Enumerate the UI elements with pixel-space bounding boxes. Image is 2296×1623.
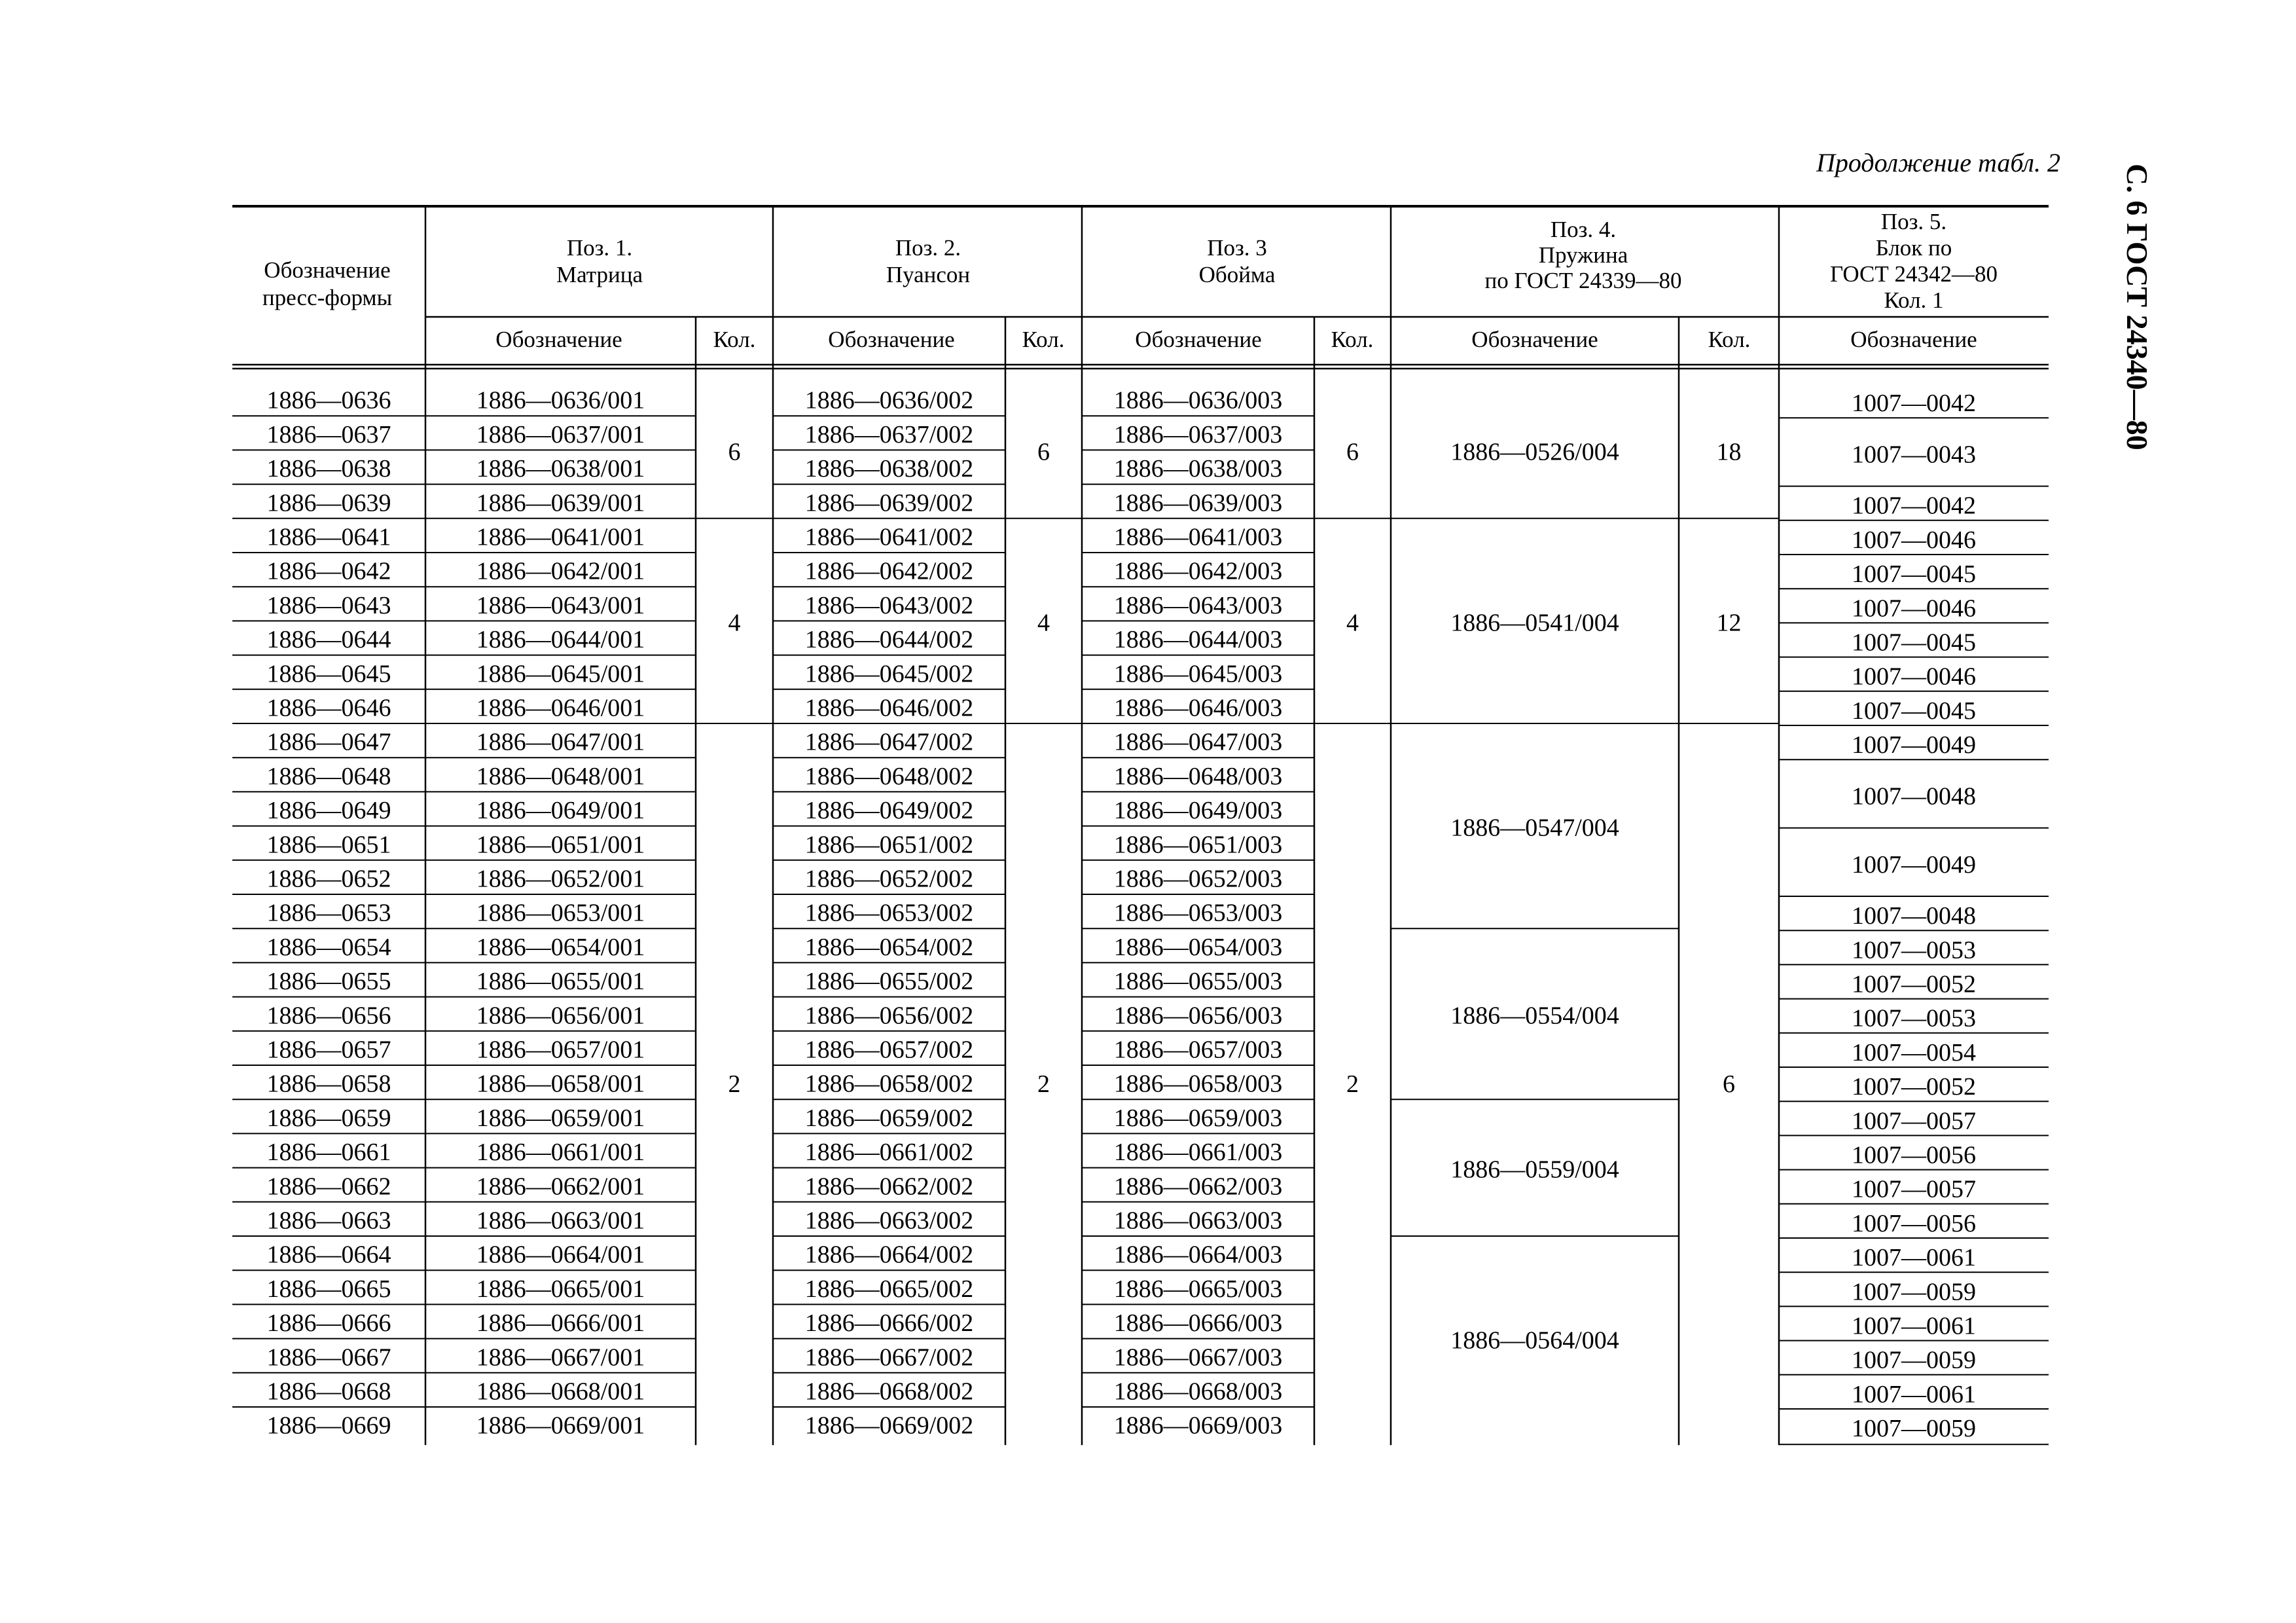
- pos5-designation-cell: 1007—0046: [1852, 594, 1976, 623]
- pos2-designation-cell: 1886—0656/002: [804, 1002, 974, 1030]
- pos4-qty-cell: 18: [1716, 438, 1742, 466]
- pos3-qty-cell: 2: [1346, 1070, 1359, 1099]
- mold-designation-cell: 1886—0656: [266, 1002, 391, 1030]
- pos2-designation-cell: 1886—0669/002: [804, 1412, 974, 1440]
- pos3-designation-cell: 1886—0636/003: [1113, 386, 1283, 414]
- subheader-pos5-designation: Обозначение: [1850, 327, 1977, 352]
- pos1-designation-cell: 1886—0662/001: [476, 1173, 645, 1201]
- pos1-designation-cell: 1886—0666/001: [476, 1309, 645, 1338]
- pos5-designation-cell: 1007—0059: [1852, 1415, 1976, 1443]
- mold-designation-cell: 1886—0636: [266, 386, 391, 414]
- pos1-designation-cell: 1886—0641/001: [476, 523, 645, 551]
- pos3-designation-cell: 1886—0658/003: [1113, 1070, 1283, 1098]
- pos1-designation-cell: 1886—0636/001: [476, 386, 645, 414]
- pos3-designation-cell: 1886—0649/003: [1113, 797, 1283, 825]
- pos2-designation-cell: 1886—0642/002: [804, 557, 974, 585]
- mold-designation-cell: 1886—0651: [266, 831, 391, 859]
- header-pos1-name: Матрица: [556, 262, 643, 287]
- pos2-designation-cell: 1886—0647/002: [804, 728, 974, 756]
- pos3-designation-cell: 1886—0651/003: [1113, 831, 1283, 859]
- pos1-designation-cell: 1886—0661/001: [476, 1139, 645, 1167]
- pos1-designation-cell: 1886—0637/001: [476, 420, 645, 448]
- pos2-designation-cell: 1886—0667/002: [804, 1343, 974, 1372]
- mold-designation-cell: 1886—0642: [266, 557, 391, 585]
- pos3-designation-cell: 1886—0655/003: [1113, 968, 1283, 996]
- pos5-designation-cell: 1007—0056: [1852, 1141, 1976, 1169]
- pos4-designation-cell: 1886—0554/004: [1450, 1002, 1619, 1030]
- pos2-designation-cell: 1886—0645/002: [804, 660, 974, 688]
- pos3-qty-cell: 4: [1346, 609, 1359, 637]
- header-pos5-qty: Кол. 1: [1884, 287, 1944, 313]
- mold-designation-cell: 1886—0667: [266, 1343, 391, 1372]
- pos4-designation-cell: 1886—0564/004: [1450, 1326, 1619, 1355]
- pos2-designation-cell: 1886—0659/002: [804, 1104, 974, 1132]
- pos2-designation-cell: 1886—0663/002: [804, 1207, 974, 1235]
- mold-designation-cell: 1886—0639: [266, 489, 391, 517]
- pos3-designation-cell: 1886—0645/003: [1113, 660, 1283, 688]
- mold-designation-cell: 1886—0641: [266, 523, 391, 551]
- pos3-designation-cell: 1886—0663/003: [1113, 1207, 1283, 1235]
- mold-designation-cell: 1886—0663: [266, 1207, 391, 1235]
- pos2-designation-cell: 1886—0639/002: [804, 489, 974, 517]
- pos3-designation-cell: 1886—0666/003: [1113, 1309, 1283, 1338]
- mold-designation-cell: 1886—0643: [266, 591, 391, 619]
- pos1-designation-cell: 1886—0667/001: [476, 1343, 645, 1372]
- mold-designation-cell: 1886—0658: [266, 1070, 391, 1098]
- pos3-qty-cell: 6: [1346, 438, 1359, 466]
- pos2-designation-cell: 1886—0657/002: [804, 1036, 974, 1064]
- pos2-designation-cell: 1886—0664/002: [804, 1241, 974, 1269]
- pos5-designation-cell: 1007—0042: [1852, 390, 1976, 418]
- pos2-designation-cell: 1886—0637/002: [804, 420, 974, 448]
- pos2-qty-cell: 2: [1037, 1070, 1050, 1099]
- header-pos2-title: Поз. 2.: [895, 235, 961, 261]
- pos5-designation-cell: 1007—0061: [1852, 1312, 1976, 1340]
- pos4-designation-cell: 1886—0559/004: [1450, 1156, 1619, 1184]
- mold-designation-cell: 1886—0664: [266, 1241, 391, 1269]
- pos4-qty-cell: 6: [1723, 1070, 1735, 1099]
- pos2-designation-cell: 1886—0654/002: [804, 933, 974, 961]
- pos1-designation-cell: 1886—0663/001: [476, 1207, 645, 1235]
- mold-designation-cell: 1886—0661: [266, 1139, 391, 1167]
- pos1-qty-cell: 2: [728, 1070, 741, 1099]
- pos3-designation-cell: 1886—0669/003: [1113, 1412, 1283, 1440]
- mold-designation-cell: 1886—0654: [266, 933, 391, 961]
- pos1-designation-cell: 1886—0643/001: [476, 591, 645, 619]
- pos1-qty-cell: 4: [728, 609, 741, 637]
- pos1-designation-cell: 1886—0649/001: [476, 797, 645, 825]
- pos2-designation-cell: 1886—0668/002: [804, 1377, 974, 1406]
- pos3-designation-cell: 1886—0643/003: [1113, 591, 1283, 619]
- subheader-pos1-designation: Обозначение: [495, 327, 622, 352]
- pos1-designation-cell: 1886—0654/001: [476, 933, 645, 961]
- pos3-designation-cell: 1886—0661/003: [1113, 1139, 1283, 1167]
- pos2-designation-cell: 1886—0644/002: [804, 626, 974, 654]
- mold-designation-cell: 1886—0646: [266, 694, 391, 722]
- header-pos2-name: Пуансон: [886, 262, 971, 287]
- mold-designation-cell: 1886—0666: [266, 1309, 391, 1338]
- pos3-designation-cell: 1886—0639/003: [1113, 489, 1283, 517]
- header-pos3-name: Обойма: [1198, 262, 1276, 287]
- pos4-designation-cell: 1886—0547/004: [1450, 814, 1619, 842]
- pos1-designation-cell: 1886—0651/001: [476, 831, 645, 859]
- pos5-designation-cell: 1007—0059: [1852, 1278, 1976, 1306]
- pos2-designation-cell: 1886—0665/002: [804, 1275, 974, 1303]
- pos5-designation-cell: 1007—0057: [1852, 1175, 1976, 1203]
- table-header: [262, 209, 1998, 352]
- page-side-header: С. 6 ГОСТ 24340—80: [2121, 164, 2154, 450]
- pos2-designation-cell: 1886—0638/002: [804, 455, 974, 483]
- pos1-designation-cell: 1886—0645/001: [476, 660, 645, 688]
- mold-designation-cell: 1886—0649: [266, 797, 391, 825]
- pos2-designation-cell: 1886—0636/002: [804, 386, 974, 414]
- pos2-qty-cell: 4: [1037, 609, 1050, 637]
- pos1-designation-cell: 1886—0657/001: [476, 1036, 645, 1064]
- pos2-designation-cell: 1886—0653/002: [804, 899, 974, 927]
- pos2-designation-cell: 1886—0643/002: [804, 591, 974, 619]
- pos3-designation-cell: 1886—0656/003: [1113, 1002, 1283, 1030]
- pos5-designation-cell: 1007—0048: [1852, 902, 1976, 930]
- pos5-designation-cell: 1007—0046: [1852, 663, 1976, 691]
- pos3-designation-cell: 1886—0642/003: [1113, 557, 1283, 585]
- pos3-designation-cell: 1886—0657/003: [1113, 1036, 1283, 1064]
- table-body: [267, 387, 1977, 1442]
- pos2-designation-cell: 1886—0658/002: [804, 1070, 974, 1098]
- pos1-designation-cell: 1886—0669/001: [476, 1412, 645, 1440]
- pos2-designation-cell: 1886—0652/002: [804, 865, 974, 893]
- pos3-designation-cell: 1886—0667/003: [1113, 1343, 1283, 1372]
- pos5-designation-cell: 1007—0056: [1852, 1209, 1976, 1237]
- mold-designation-cell: 1886—0638: [266, 455, 391, 483]
- header-pos5-title: Поз. 5.: [1880, 209, 1947, 234]
- pos5-designation-cell: 1007—0053: [1852, 936, 1976, 964]
- subheader-pos2-designation: Обозначение: [828, 327, 955, 352]
- pos5-designation-cell: 1007—0045: [1852, 697, 1976, 725]
- pos2-designation-cell: 1886—0651/002: [804, 831, 974, 859]
- pos3-designation-cell: 1886—0659/003: [1113, 1104, 1283, 1132]
- pos3-designation-cell: 1886—0641/003: [1113, 523, 1283, 551]
- pos3-designation-cell: 1886—0652/003: [1113, 865, 1283, 893]
- pos1-designation-cell: 1886—0659/001: [476, 1104, 645, 1132]
- pos1-designation-cell: 1886—0656/001: [476, 1002, 645, 1030]
- pos1-qty-cell: 6: [728, 438, 741, 466]
- pos3-designation-cell: 1886—0664/003: [1113, 1241, 1283, 1269]
- subheader-pos1-qty: Кол.: [713, 327, 756, 352]
- pos3-designation-cell: 1886—0637/003: [1113, 420, 1283, 448]
- mold-designation-cell: 1886—0645: [266, 660, 391, 688]
- pos3-designation-cell: 1886—0648/003: [1113, 762, 1283, 790]
- pos1-designation-cell: 1886—0658/001: [476, 1070, 645, 1098]
- pos2-designation-cell: 1886—0646/002: [804, 694, 974, 722]
- header-mold-line1: Обозначение: [264, 257, 391, 283]
- pos5-designation-cell: 1007—0048: [1852, 782, 1976, 811]
- mold-designation-cell: 1886—0647: [266, 728, 391, 756]
- pos2-designation-cell: 1886—0641/002: [804, 523, 974, 551]
- pos1-designation-cell: 1886—0647/001: [476, 728, 645, 756]
- pos5-designation-cell: 1007—0061: [1852, 1244, 1976, 1272]
- mold-designation-cell: 1886—0668: [266, 1377, 391, 1406]
- pos1-designation-cell: 1886—0638/001: [476, 455, 645, 483]
- pos2-designation-cell: 1886—0661/002: [804, 1139, 974, 1167]
- pos5-designation-cell: 1007—0057: [1852, 1107, 1976, 1135]
- subheader-pos3-designation: Обозначение: [1135, 327, 1262, 352]
- pos2-designation-cell: 1886—0662/002: [804, 1173, 974, 1201]
- pos3-designation-cell: 1886—0653/003: [1113, 899, 1283, 927]
- pos5-designation-cell: 1007—0053: [1852, 1004, 1976, 1032]
- header-pos4-title: Поз. 4.: [1550, 217, 1617, 242]
- mold-designation-cell: 1886—0669: [266, 1412, 391, 1440]
- pos1-designation-cell: 1886—0648/001: [476, 762, 645, 790]
- pos1-designation-cell: 1886—0665/001: [476, 1275, 645, 1303]
- pos5-designation-cell: 1007—0042: [1852, 492, 1976, 520]
- mold-designation-cell: 1886—0653: [266, 899, 391, 927]
- pos3-designation-cell: 1886—0647/003: [1113, 728, 1283, 756]
- subheader-pos4-designation: Обозначение: [1471, 327, 1598, 352]
- pos1-designation-cell: 1886—0655/001: [476, 968, 645, 996]
- pos5-designation-cell: 1007—0043: [1852, 441, 1976, 469]
- subheader-pos3-qty: Кол.: [1331, 327, 1374, 352]
- pos1-designation-cell: 1886—0652/001: [476, 865, 645, 893]
- pos3-designation-cell: 1886—0638/003: [1113, 455, 1283, 483]
- mold-designation-cell: 1886—0648: [266, 762, 391, 790]
- pos5-designation-cell: 1007—0061: [1852, 1380, 1976, 1408]
- pos1-designation-cell: 1886—0646/001: [476, 694, 645, 722]
- pos2-designation-cell: 1886—0649/002: [804, 797, 974, 825]
- pos5-designation-cell: 1007—0045: [1852, 629, 1976, 657]
- pos4-qty-cell: 12: [1716, 609, 1742, 637]
- continuation-label: Продолжение табл. 2: [1816, 148, 2060, 177]
- pos3-designation-cell: 1886—0662/003: [1113, 1173, 1283, 1201]
- pos4-designation-cell: 1886—0526/004: [1450, 438, 1619, 466]
- header-pos4-std: по ГОСТ 24339—80: [1484, 268, 1682, 293]
- pos5-designation-cell: 1007—0049: [1852, 850, 1976, 879]
- pos1-designation-cell: 1886—0653/001: [476, 899, 645, 927]
- pos5-designation-cell: 1007—0059: [1852, 1346, 1976, 1374]
- pos2-qty-cell: 6: [1037, 438, 1050, 466]
- pos1-designation-cell: 1886—0642/001: [476, 557, 645, 585]
- header-pos1-title: Поз. 1.: [566, 235, 633, 261]
- pos1-designation-cell: 1886—0644/001: [476, 626, 645, 654]
- pos3-designation-cell: 1886—0646/003: [1113, 694, 1283, 722]
- mold-designation-cell: 1886—0659: [266, 1104, 391, 1132]
- header-pos5-name: Блок по: [1875, 235, 1952, 261]
- pos5-designation-cell: 1007—0049: [1852, 731, 1976, 759]
- mold-designation-cell: 1886—0655: [266, 968, 391, 996]
- pos5-designation-cell: 1007—0052: [1852, 970, 1976, 998]
- mold-designation-cell: 1886—0644: [266, 626, 391, 654]
- mold-designation-cell: 1886—0657: [266, 1036, 391, 1064]
- pos2-designation-cell: 1886—0655/002: [804, 968, 974, 996]
- subheader-pos2-qty: Кол.: [1022, 327, 1065, 352]
- pos1-designation-cell: 1886—0664/001: [476, 1241, 645, 1269]
- pos4-designation-cell: 1886—0541/004: [1450, 609, 1619, 637]
- pos3-designation-cell: 1886—0654/003: [1113, 933, 1283, 961]
- pos1-designation-cell: 1886—0639/001: [476, 489, 645, 517]
- pos3-designation-cell: 1886—0665/003: [1113, 1275, 1283, 1303]
- header-mold-line2: пресс-формы: [262, 285, 393, 310]
- subheader-pos4-qty: Кол.: [1708, 327, 1751, 352]
- pos2-designation-cell: 1886—0648/002: [804, 762, 974, 790]
- pos5-designation-cell: 1007—0045: [1852, 560, 1976, 589]
- header-pos5-std: ГОСТ 24342—80: [1829, 261, 1998, 287]
- mold-designation-cell: 1886—0665: [266, 1275, 391, 1303]
- mold-designation-cell: 1886—0637: [266, 420, 391, 448]
- header-pos3-title: Поз. 3: [1207, 235, 1267, 261]
- pos5-designation-cell: 1007—0052: [1852, 1073, 1976, 1101]
- pos2-designation-cell: 1886—0666/002: [804, 1309, 974, 1338]
- mold-designation-cell: 1886—0652: [266, 865, 391, 893]
- pos3-designation-cell: 1886—0644/003: [1113, 626, 1283, 654]
- mold-designation-cell: 1886—0662: [266, 1173, 391, 1201]
- pos3-designation-cell: 1886—0668/003: [1113, 1377, 1283, 1406]
- pos1-designation-cell: 1886—0668/001: [476, 1377, 645, 1406]
- pos5-designation-cell: 1007—0054: [1852, 1038, 1976, 1067]
- header-pos4-name: Пружина: [1538, 242, 1628, 268]
- pos5-designation-cell: 1007—0046: [1852, 526, 1976, 554]
